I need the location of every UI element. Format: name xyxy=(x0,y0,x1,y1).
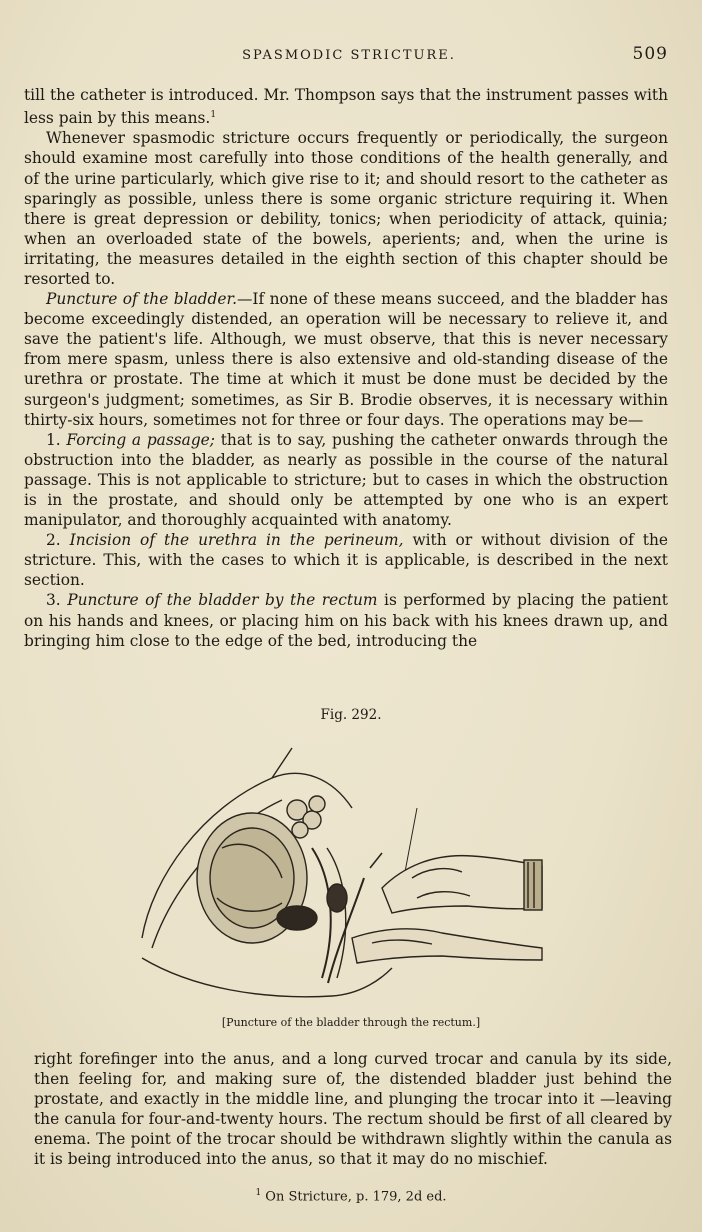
page-number: 509 xyxy=(632,44,668,64)
figure-illustration xyxy=(132,738,552,1008)
footnote-ref: 1 xyxy=(210,110,217,121)
paragraph-1: till the catheter is introduced. Mr. Thompson says that the instrument passes with less pain by this means.$^1$ xyxy=(24,86,668,128)
footnote-marker: 1 xyxy=(255,1188,262,1198)
figure-label: Fig. 292. xyxy=(320,707,382,723)
figure-caption: [Puncture of the bladder through the rectum.] xyxy=(221,1016,481,1029)
footnote xyxy=(0,1188,702,1204)
running-head xyxy=(24,44,674,68)
running-title: SPASMODIC STRICTURE. xyxy=(242,48,456,63)
paragraph-5: 2. Incision of the urethra in the perineum, with or without division of the stricture. This, with the cases to which it is applicable, is described in the next section. xyxy=(24,531,668,590)
section-heading: Puncture of the bladder. xyxy=(46,290,238,309)
paragraph-6: 3. Puncture of the bladder by the rectum is performed by placing the patient on his hands and knees, or placing him on his back with his knees drawn up, and bringing him close to the edge of the bed, introducing the xyxy=(24,591,668,650)
footnote-text: On Stricture, p. 179, 2d ed. xyxy=(261,1189,447,1205)
paragraph-4: 1. Forcing a passage; that is to say, pushing the catheter onwards through the obstruction into the bladder, as nearly as possible in the course of the natural passage. This is not applicable to stricture; but to cases in which the obstruction is in the prostate, and should only be attempted by one who is an expert manipulator, and thoroughly acquainted with anatomy. xyxy=(24,430,668,530)
paragraph-3: Puncture of the bladder.—If none of these means succeed, and the bladder has become exceedingly distended, an operation will be necessary to relieve it, and save the patient's life. Although, we must observe, that this is never necessary from mere spasm, unless there is also extensive and old-standing disease of the urethra or prostate. The time at which it must be done must be decided by the surgeon's judgment; sometimes, as Sir B. Brodie observes, it is necessary within thirty-six hours, sometimes not for three or four days. The operations may be— xyxy=(24,290,668,429)
paragraph-2: Whenever spasmodic stricture occurs frequently or periodically, the surgeon should examine most carefully into those conditions of the health generally, and of the urine particularly, which give rise to it; and should resort to the catheter as sparingly as possible, unless there is some organic stricture requiring it. When there is great depression or debility, tonics; when periodicity of attack, quinia; when an overloaded state of the bowels, aperients; and, when the urine is irritating, the measures detailed in the eighth section of this chapter should be resorted to. xyxy=(24,129,668,288)
body-text-upper xyxy=(24,85,668,651)
body-text-lower xyxy=(34,1049,672,1170)
paragraph-7: right forefinger into the anus, and a long curved trocar and canula by its side, then feeling for, and making sure of, the distended bladder just behind the prostate, and exactly in the middle line, and plunging the trocar into it —leaving the canula for four-and-twenty hours. The rectum should be first of all cleared by enema. The point of the trocar should be withdrawn slightly within the canula as it is being introduced into the anus, so that it may do no mischief. xyxy=(34,1050,672,1169)
